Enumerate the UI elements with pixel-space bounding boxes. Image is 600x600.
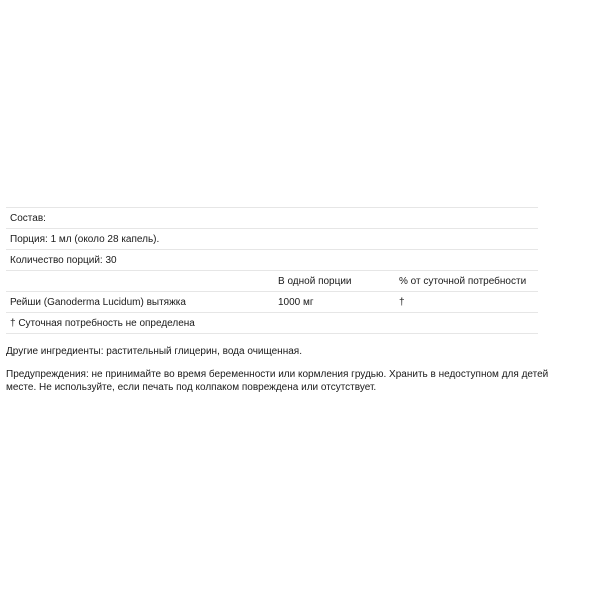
facts-heading: Состав: (10, 213, 46, 224)
footnote-row (6, 313, 538, 334)
ingredient-name: Рейши (Ganoderma Lucidum) вытяжка (10, 297, 186, 308)
column-header-row (6, 271, 538, 292)
servings-per-container: Количество порций: 30 (10, 255, 117, 266)
column-header-per-serving: В одной порции (278, 276, 352, 287)
facts-heading-row (6, 208, 538, 229)
ingredient-row (6, 292, 538, 313)
daily-value-footnote: † Суточная потребность не определена (10, 318, 195, 329)
warning-text: Предупреждения: не принимайте во время беременности или кормления грудью. Хранить в недоступном для детей месте. Не используйте, если печать под колпаком повреждена или отсутствует. (6, 369, 549, 393)
ingredient-daily-value: † (399, 297, 405, 308)
ingredient-amount: 1000 мг (278, 297, 314, 308)
servings-per-container-row (6, 250, 538, 271)
column-header-daily-value: % от суточной потребности (399, 276, 527, 287)
serving-size-row (6, 229, 538, 250)
supplement-facts-table (6, 207, 538, 334)
other-ingredients: Другие ингредиенты: растительный глицерин, вода очищенная. (6, 346, 302, 357)
serving-size: Порция: 1 мл (около 28 капель). (10, 234, 160, 245)
